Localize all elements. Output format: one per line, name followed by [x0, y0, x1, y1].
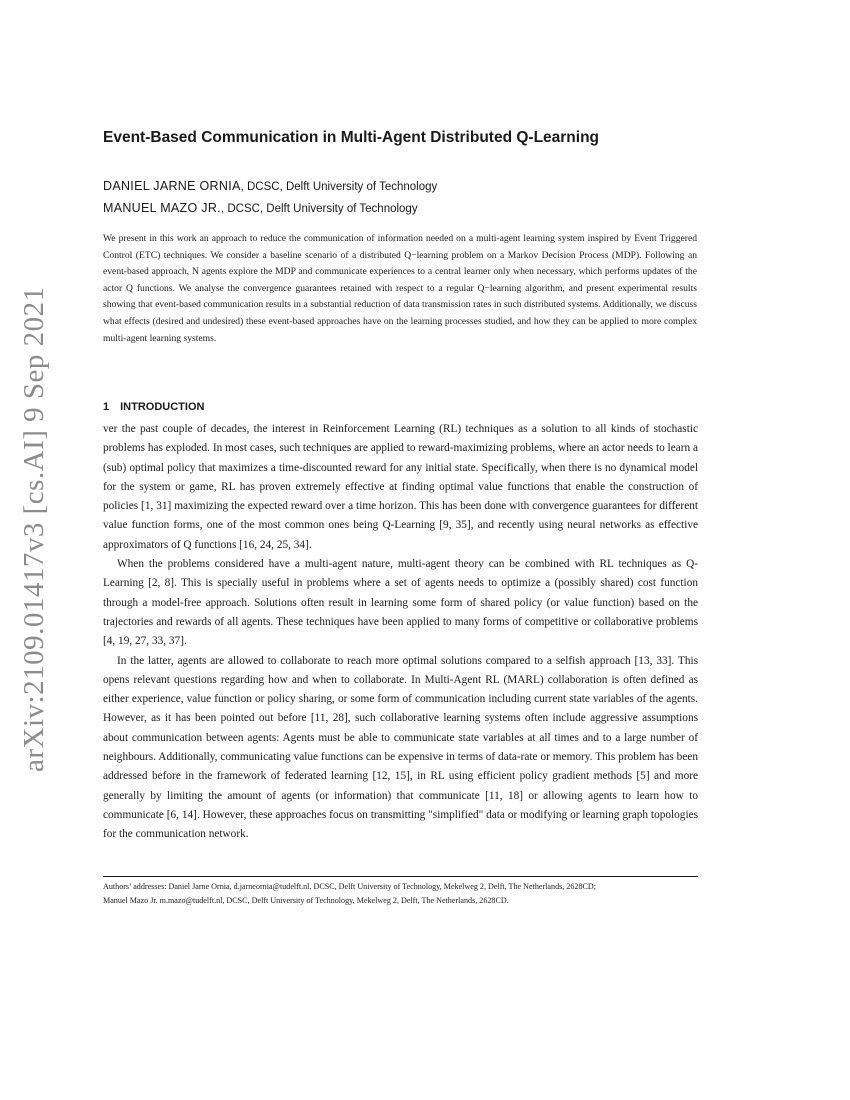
author-name: MANUEL MAZO JR. [103, 201, 221, 215]
paper-title: Event-Based Communication in Multi-Agent Distributed Q-Learning [103, 129, 600, 146]
author-line [103, 178, 437, 195]
author-affiliation: , DCSC, Delft University of Technology [240, 181, 438, 193]
paragraph: In the latter, agents are allowed to collaborate to reach more optimal solutions compared to a selfish approach [13, 33]. This opens relevant questions regarding how and when to collaborate. In Multi-Agent RL (MARL) collaboration is often defined as either experience, value function or policy sharing, or some form of communication including current state variables of the agents. However, as it has been pointed out before [11, 28], such collaborative learning systems often include aggressive assumptions about communication between agents: Agents must be able to communicate state variables at all times and to a large number of neighbours. Additionally, communicating value functions can be expensive in terms of data-rate or memory. This problem has been addressed before in the framework of federated learning [12, 15], in RL using efficient policy gradient methods [5] and more generally by limiting the amount of agents (or information) that communicate [11, 18] or allowing agents to learn how to communicate [6, 14]. However, these approaches focus on transmitting "simplified" data or modifying or learning graph topologies for the communication network. [103, 654, 698, 841]
arxiv-identifier-stamp: arXiv:2109.01417v3 [cs.AI] 9 Sep 2021 [18, 286, 50, 772]
paragraph: When the problems considered have a multi-agent nature, multi-agent theory can be combined with RL techniques as Q-Learning [2, 8]. This is specially useful in problems where a set of agents needs to optimize a (possibly shared) cost function through a model-free approach. Solutions often result in learning some form of shared policy (or value function) based on the trajectories and rewards of all agents. These techniques have been applied to many forms of competitive or collaborative problems [4, 19, 27, 33, 37]. [103, 558, 698, 648]
section-heading [103, 399, 204, 415]
body-text [103, 420, 698, 845]
abstract: We present in this work an approach to reduce the communication of information needed on a multi-agent learning system inspired by Event Triggered Control (ETC) techniques. We consider a baseline scenario of a distributed Q−learning problem on a Markov Decision Process (MDP). Following an event-based approach, N agents explore the MDP and communicate experiences to a central learner only when necessary, which performs updates of the actor Q functions. We analyse the convergence guarantees retained with respect to a regular Q−learning algorithm, and present experimental results showing that event-based communication results in a substantial reduction of data transmission rates in such distributed systems. Additionally, we discuss what effects (desired and undesired) these event-based approaches have on the learning processes studied, and how they can be applied to more complex multi-agent learning systems. [103, 233, 697, 344]
footnote-line: Authors’ addresses: Daniel Jarne Ornia, d.jarneornia@tudelft.nl, DCSC, Delft University of Technology, Mekelweg 2, Delft, The Netherlands, 2628CD; [103, 882, 596, 891]
section-title: INTRODUCTION [120, 401, 205, 413]
section-number: 1 [103, 401, 110, 413]
footnote-line: Manuel Mazo Jr. m.mazo@tudelft.nl, DCSC, Delft University of Technology, Mekelweg 2, Delft, The Netherlands, 2628CD. [103, 895, 509, 905]
author-name: DANIEL JARNE ORNIA [103, 179, 241, 193]
author-affiliation: , DCSC, Delft University of Technology [220, 203, 418, 215]
footnote [103, 880, 703, 907]
author-line [103, 200, 418, 217]
footnote-divider [103, 876, 698, 877]
paragraph: ver the past couple of decades, the interest in Reinforcement Learning (RL) techniques as a solution to all kinds of stochastic problems has exploded. In most cases, such techniques are applied to reward-maximizing problems, where an actor needs to learn a (sub) optimal policy that maximizes a time-discounted reward for any initial state. Specifically, when there is no dynamical model for the system or game, RL has proven extremely effective at finding optimal value functions that enable the construction of policies [1, 31] maximizing the expected reward over a time horizon. This has been done with convergence guarantees for different value function forms, one of the most common ones being Q-Learning [9, 35], and recently using neural networks as effective approximators of Q functions [16, 24, 25, 34]. [103, 423, 698, 551]
